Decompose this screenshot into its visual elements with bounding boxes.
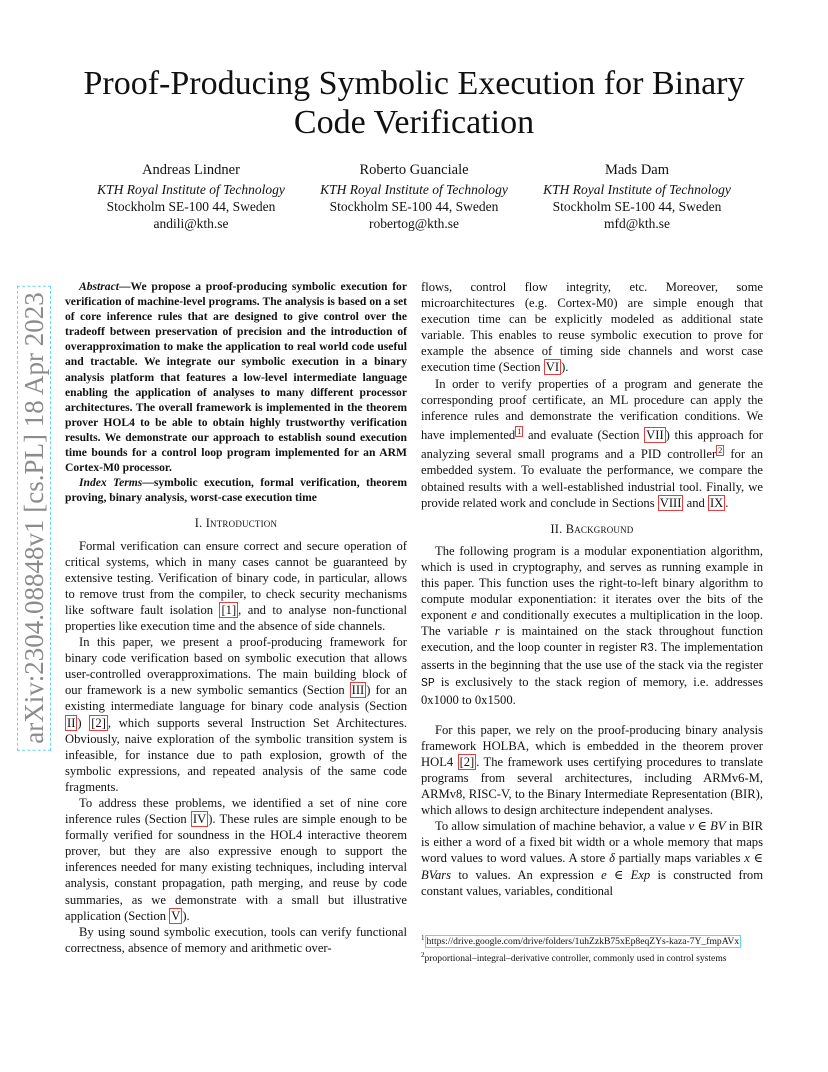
section-link[interactable]: VI xyxy=(545,360,560,375)
author-affiliation: KTH Royal Institute of Technology xyxy=(543,182,731,197)
author-3 xyxy=(526,162,748,232)
author-email: andili@kth.se xyxy=(153,216,229,231)
author-address: Stockholm SE-100 44, Sweden xyxy=(106,199,276,214)
section-link[interactable]: III xyxy=(351,683,365,698)
intro-paragraph-5: flows, control flow integrity, etc. Moreover, some microarchitectures (e.g. Cortex-M0) are simple enough that execution time can be explicitly modeled as additional state variable. This enables to reuse symbolic execution to prove for example the absence of timing side channels and worst case execution time (Section VI ). xyxy=(421,280,763,375)
section-link[interactable]: VII xyxy=(646,428,664,443)
footnote-2: $^2$proportional–integral–derivative controller, commonly used in control systems xyxy=(421,950,727,964)
footnote-link[interactable]: 1 xyxy=(517,426,522,436)
abstract-label: Abstract xyxy=(79,280,119,293)
author-affiliation: KTH Royal Institute of Technology xyxy=(320,182,508,197)
footnote-url-link[interactable]: https://drive.google.com/drive/folders/1uhZzkB75xEp8eqZYs-kaza-7Y_fmpAVx xyxy=(426,936,740,948)
section-heading-introduction: I. Introduction xyxy=(194,516,278,531)
footnote-link[interactable]: 2 xyxy=(718,446,723,456)
background-paragraph-2: For this paper, we rely on the proof-producing binary analysis framework HOLBA, which is embedded in the theorem prover HOL4 [2] . The framework uses certifying procedures to translate programs from several architectures, including ARMv6-M, ARMv8, RISC-V, to the Binary Intermediate Representation (BIR), which allows to design architecture independent analyses. xyxy=(421,722,763,818)
author-1 xyxy=(80,162,302,232)
section-link[interactable]: II xyxy=(67,715,76,730)
citation-link[interactable]: [2] xyxy=(91,715,106,730)
paper-title: Proof-Producing Symbolic Execution for Binary Code Verification xyxy=(83,65,745,141)
author-name: Andreas Lindner xyxy=(142,162,240,178)
citation-link[interactable]: [1] xyxy=(221,602,237,617)
author-email: robertog@kth.se xyxy=(368,216,460,231)
background-paragraph-1: The following program is a modular exponentiation algorithm, which is used in cryptography, and serves as running example in this paper. This function uses the right-to-left binary algorithm to compute modular exponentiation: it iterates over the bits of the exponent e and conditionally executes a multiplication in the loop. The variable r is maintained on the stack throughout function execution, and the loop counter in register R3. The implementation asserts in the beginning that the use use of the stack via the register SP is exclusively to the stack region of memory, i.e. addresses 0x1000 to 0x1500. xyxy=(421,543,763,707)
arxiv-stamp[interactable] xyxy=(16,258,52,778)
index-terms-label: Index Terms xyxy=(79,476,143,490)
right-column xyxy=(421,279,763,899)
abstract-text: —We propose a proof-producing symbolic execution for verification of machine-level programs. The analysis is based on a set of core inference rules that are designed to give control over the tradeoff between preservation of precision and the introduction of overapproximation to make the application to real world code useful and tractable. We integrate our symbolic execution in a binary analysis platform that features a low-level intermediate language enabling the application of analyses to many different processor architectures. The overall framework is implemented in the theorem prover HOL4 to be able to obtain highly trustworthy verification results. We demonstrate our approach to establish sound execution time bounds for a control loop program implemented for an ARM Cortex-M0 processor. xyxy=(65,280,407,475)
arxiv-identifier[interactable]: arXiv:2304.08848v1 [cs.PL] 18 Apr 2023 xyxy=(17,285,51,750)
intro-paragraph-4: By using sound symbolic execution, tools can verify functional correctness, absence of memory and arithmetic over- xyxy=(65,924,407,955)
author-name: Roberto Guanciale xyxy=(359,162,469,178)
footnotes xyxy=(421,932,766,965)
intro-paragraph-3: To address these problems, we identified a set of nine core inference rules (Section IV ). These rules are simple enough to be formally verified for soundness in the HOL4 interactive theorem prover, but they are also expressive enough to support the inferences needed for many existing techniques, including interval analysis, constant propagation, path merging, and reuse by code summaries, as we demonstrate with a small but illustrative application (Section V ). xyxy=(65,796,408,923)
intro-paragraph-1: Formal verification can ensure correct and secure operation of critical systems, which in many cases cannot be guaranteed by extensive testing. Verification of binary code, in particular, allows to remove trust from the compiler, to check security mechanisms like software fault isolation [1] , and to analyse non-functional properties like execution time and the absence of side channels. xyxy=(65,538,407,633)
author-address: Stockholm SE-100 44, Sweden xyxy=(552,199,722,214)
background-paragraph-3: To allow simulation of machine behavior, a value v ∈ BV in BIR is either a word of a fixed bit width or a whole memory that maps word values to word values. A store δ partially maps variables x ∈ BVars to values. An expression e ∈ Exp is constructed from constant values, variables, conditional xyxy=(421,819,764,898)
section-link[interactable]: VIII xyxy=(659,495,682,510)
section-heading-background: II. Background xyxy=(550,521,634,536)
left-column xyxy=(65,279,407,956)
abstract xyxy=(65,279,407,505)
section-link[interactable]: IX xyxy=(709,495,724,510)
author-name: Mads Dam xyxy=(604,162,670,178)
intro-paragraph-6: In order to verify properties of a program and generate the corresponding proof certificate, an ML procedure can apply the inference rules and demonstrate the verification conditions. We have implemented $^1$ and evaluate (Section VII ) this approach for analyzing several small programs and a PID controller $^2$ for an embedded system. To evaluate the performance, we compare the obtained results with a well-established industrial tool. Finally, we provide related work and conclude in Sections VIII and IX . xyxy=(421,376,764,510)
footnote-1: $^1$ https://drive.google.com/drive/folders/1uhZzkB75xEp8eqZYs-kaza-7Y_fmpAVx xyxy=(421,934,740,948)
author-affiliation: KTH Royal Institute of Technology xyxy=(97,182,285,197)
section-link[interactable]: IV xyxy=(192,812,207,827)
spacer xyxy=(421,708,763,722)
author-email: mfd@kth.se xyxy=(603,216,671,231)
author-block xyxy=(80,162,748,232)
author-address: Stockholm SE-100 44, Sweden xyxy=(329,199,499,214)
intro-paragraph-2: In this paper, we present a proof-producing framework for binary code verification based on symbolic execution that allows user-controlled overapproximations. The main building block of our framework is a new symbolic semantics (Section III ) for an existing intermediate language for binary code analysis (Section II ) [2] , which supports several Instruction Set Architectures. Obviously, naive exploration of the symbolic transition system is infeasible, for instance due to path explosion, growth of the symbolic expressions, and repeated analysis of the same code fragments. xyxy=(65,635,407,794)
section-link[interactable]: V xyxy=(171,908,181,923)
author-2 xyxy=(303,162,525,232)
citation-link[interactable]: [2] xyxy=(459,754,475,769)
index-terms-text: —symbolic execution, formal verification, theorem proving, binary analysis, worst-case execution time xyxy=(65,476,407,505)
